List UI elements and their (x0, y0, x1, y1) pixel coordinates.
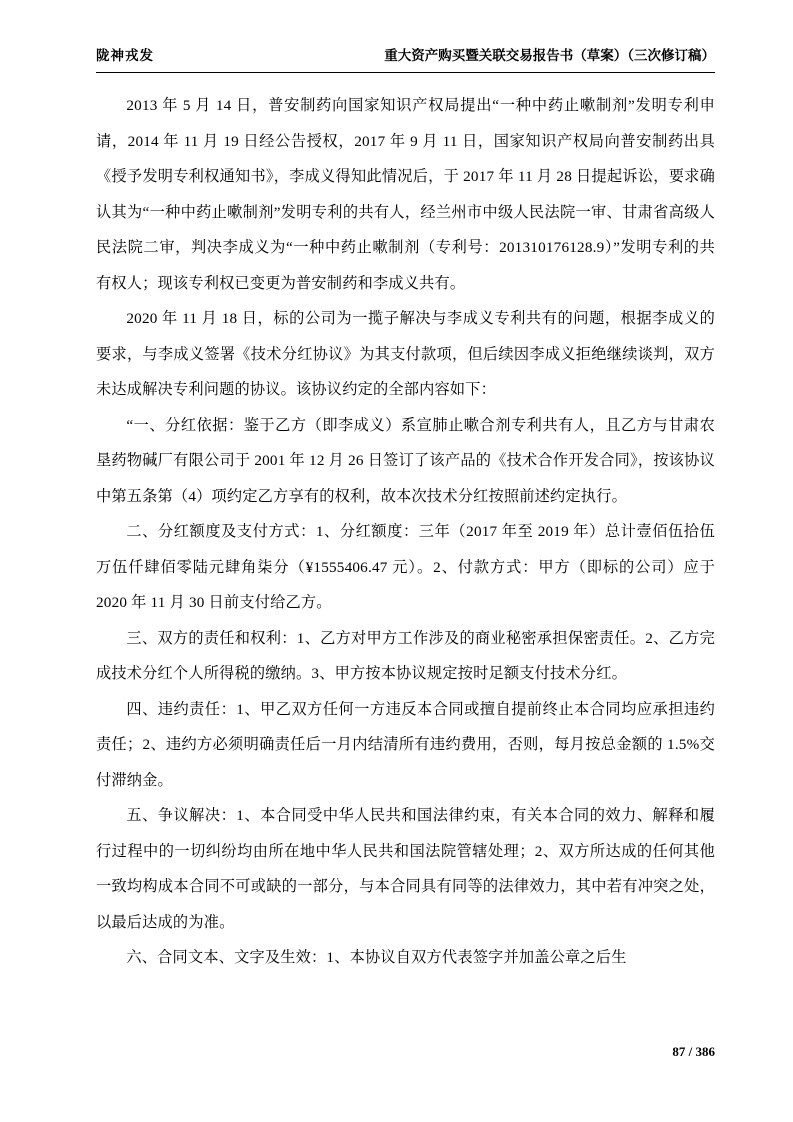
paragraph: 四、违约责任：1、甲乙双方任何一方违反本合同或擅自提前终止本合同均应承担违约责任；2、违约方必须明确责任后一月内结清所有违约费用，否则，每月按总金额的 1.5%交付滞纳金。 (96, 700, 715, 789)
paragraph: 2020 年 11 月 18 日，标的公司为一揽子解决与李成义专利共有的问题，根据李成义的要求，与李成义签署《技术分红协议》为其支付款项，但后续因李成义拒绝继续谈判，双方未达成解决专利问题的协议。该协议约定的全部内容如下： (96, 310, 715, 398)
document-body (96, 88, 715, 976)
paragraph: 三、双方的责任和权利：1、乙方对甲方工作涉及的商业秘密承担保密责任。2、乙方完成技术分红个人所得税的缴纳。3、甲方按本协议规定按时足额支付技术分红。 (96, 629, 715, 682)
header-company-name: 陇神戎发 (96, 48, 154, 63)
paragraph: 五、争议解决：1、本合同受中华人民共和国法律约束，有关本合同的效力、解释和履行过程中的一切纠纷均由所在地中华人民共和国法院管辖处理；2、双方所达成的任何其他一致均构成本合同不可或缺的一部分，与本合同具有同等的法律效力，其中若有冲突之处，以最后达成的为准。 (96, 807, 715, 931)
header-document-title: 重大资产购买暨关联交易报告书（草案）（三次修订稿） (384, 48, 715, 63)
paragraph: 2013 年 5 月 14 日，普安制药向国家知识产权局提出“一种中药止嗽制剂”发明专利申请，2014 年 11 月 19 日经公告授权，2017 年 9 月 11 日，国家知识产权局向普安制药出具《授予发明专利权通知书》，李成义得知此情况后，于 2017 年 11 月 28 日提起诉讼，要求确认其为“一种中药止嗽制剂”发明专利的共有人，经兰州市中级人民法院一审、甘肃省高级人民法院二审，判决李成义为“一种中药止嗽制剂（专利号：201310176128.9）”发明专利的共有权人；现该专利权已变更为普安制药和李成义共有。 (96, 97, 715, 292)
paragraph: 六、合同文本、文字及生效：1、本协议自双方代表签字并加盖公章之后生 (126, 949, 627, 966)
page-header (96, 44, 715, 64)
header-divider (96, 72, 715, 73)
page-number: 87 / 386 (672, 1044, 715, 1059)
paragraph: “一、分红依据：鉴于乙方（即李成义）系宣肺止嗽合剂专利共有人，且乙方与甘肃农垦药物碱厂有限公司于 2001 年 12 月 26 日签订了该产品的《技术合作开发合同》，按该协议中第五条第（4）项约定乙方享有的权利，故本次技术分红按照前述约定执行。 (96, 416, 715, 505)
paragraph: 二、分红额度及支付方式：1、分红额度：三年（2017 年至 2019 年）总计壹佰伍拾伍万伍仟肆佰零陆元肆角柒分（¥1555406.47 元）。2、付款方式：甲方（即标的公司）应于 2020 年 11 月 30 日前支付给乙方。 (96, 523, 715, 611)
